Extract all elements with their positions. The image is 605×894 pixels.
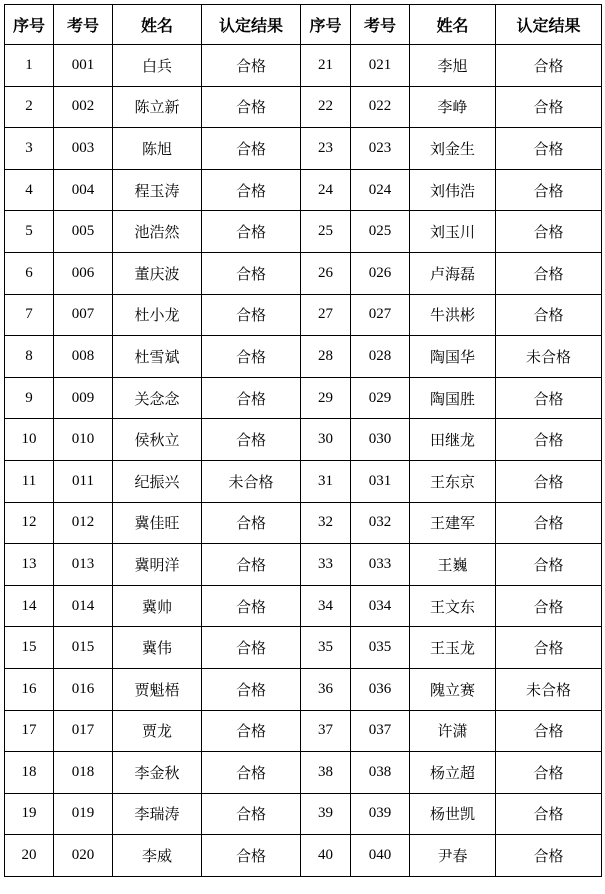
name-cell: 白兵 bbox=[113, 45, 202, 87]
seq-cell: 22 bbox=[301, 86, 351, 128]
table-row bbox=[5, 377, 602, 419]
exam-id-cell: 007 bbox=[54, 294, 113, 336]
exam-id-cell: 001 bbox=[54, 45, 113, 87]
seq-cell: 23 bbox=[301, 128, 351, 170]
seq-cell: 30 bbox=[301, 419, 351, 461]
exam-id-cell: 012 bbox=[54, 502, 113, 544]
table-row bbox=[5, 86, 602, 128]
exam-id-cell: 015 bbox=[54, 627, 113, 669]
seq-cell: 7 bbox=[5, 294, 54, 336]
header-exam-id: 考号 bbox=[54, 5, 113, 45]
exam-id-cell: 019 bbox=[54, 793, 113, 835]
table-row bbox=[5, 169, 602, 211]
result-cell: 合格 bbox=[202, 128, 301, 170]
name-cell: 董庆波 bbox=[113, 252, 202, 294]
name-cell: 杨立超 bbox=[410, 752, 496, 794]
name-cell: 贾魁梧 bbox=[113, 668, 202, 710]
result-cell: 合格 bbox=[496, 128, 602, 170]
header-result: 认定结果 bbox=[496, 5, 602, 45]
result-cell: 未合格 bbox=[496, 336, 602, 378]
name-cell: 陶国华 bbox=[410, 336, 496, 378]
exam-id-cell: 016 bbox=[54, 668, 113, 710]
result-cell: 未合格 bbox=[202, 460, 301, 502]
seq-cell: 33 bbox=[301, 544, 351, 586]
exam-id-cell: 036 bbox=[351, 668, 410, 710]
result-cell: 合格 bbox=[496, 835, 602, 877]
seq-cell: 31 bbox=[301, 460, 351, 502]
table-row bbox=[5, 128, 602, 170]
seq-cell: 36 bbox=[301, 668, 351, 710]
result-cell: 合格 bbox=[496, 419, 602, 461]
name-cell: 王东京 bbox=[410, 460, 496, 502]
result-cell: 合格 bbox=[202, 502, 301, 544]
name-cell: 刘玉川 bbox=[410, 211, 496, 253]
table-row bbox=[5, 502, 602, 544]
exam-id-cell: 008 bbox=[54, 336, 113, 378]
result-cell: 合格 bbox=[202, 86, 301, 128]
result-cell: 合格 bbox=[202, 752, 301, 794]
seq-cell: 17 bbox=[5, 710, 54, 752]
result-cell: 合格 bbox=[202, 211, 301, 253]
result-cell: 合格 bbox=[496, 752, 602, 794]
seq-cell: 5 bbox=[5, 211, 54, 253]
exam-id-cell: 039 bbox=[351, 793, 410, 835]
exam-id-cell: 024 bbox=[351, 169, 410, 211]
exam-id-cell: 017 bbox=[54, 710, 113, 752]
exam-id-cell: 040 bbox=[351, 835, 410, 877]
exam-id-cell: 035 bbox=[351, 627, 410, 669]
seq-cell: 19 bbox=[5, 793, 54, 835]
result-cell: 合格 bbox=[202, 710, 301, 752]
header-seq: 序号 bbox=[5, 5, 54, 45]
name-cell: 冀帅 bbox=[113, 585, 202, 627]
table-row bbox=[5, 252, 602, 294]
seq-cell: 2 bbox=[5, 86, 54, 128]
seq-cell: 12 bbox=[5, 502, 54, 544]
name-cell: 卢海磊 bbox=[410, 252, 496, 294]
result-cell: 合格 bbox=[202, 668, 301, 710]
result-cell: 合格 bbox=[496, 460, 602, 502]
result-cell: 合格 bbox=[496, 211, 602, 253]
header-result: 认定结果 bbox=[202, 5, 301, 45]
exam-id-cell: 033 bbox=[351, 544, 410, 586]
name-cell: 尹春 bbox=[410, 835, 496, 877]
seq-cell: 32 bbox=[301, 502, 351, 544]
seq-cell: 21 bbox=[301, 45, 351, 87]
name-cell: 田继龙 bbox=[410, 419, 496, 461]
exam-id-cell: 003 bbox=[54, 128, 113, 170]
name-cell: 陈立新 bbox=[113, 86, 202, 128]
exam-id-cell: 025 bbox=[351, 211, 410, 253]
seq-cell: 15 bbox=[5, 627, 54, 669]
table-row bbox=[5, 710, 602, 752]
result-cell: 合格 bbox=[496, 627, 602, 669]
seq-cell: 29 bbox=[301, 377, 351, 419]
exam-id-cell: 031 bbox=[351, 460, 410, 502]
result-cell: 合格 bbox=[496, 585, 602, 627]
seq-cell: 24 bbox=[301, 169, 351, 211]
result-cell: 合格 bbox=[496, 294, 602, 336]
seq-cell: 1 bbox=[5, 45, 54, 87]
result-cell: 合格 bbox=[202, 377, 301, 419]
name-cell: 李金秋 bbox=[113, 752, 202, 794]
seq-cell: 37 bbox=[301, 710, 351, 752]
exam-id-cell: 009 bbox=[54, 377, 113, 419]
name-cell: 刘金生 bbox=[410, 128, 496, 170]
seq-cell: 13 bbox=[5, 544, 54, 586]
seq-cell: 40 bbox=[301, 835, 351, 877]
result-cell: 合格 bbox=[202, 835, 301, 877]
exam-id-cell: 026 bbox=[351, 252, 410, 294]
seq-cell: 3 bbox=[5, 128, 54, 170]
name-cell: 冀佳旺 bbox=[113, 502, 202, 544]
seq-cell: 27 bbox=[301, 294, 351, 336]
name-cell: 陈旭 bbox=[113, 128, 202, 170]
exam-id-cell: 006 bbox=[54, 252, 113, 294]
name-cell: 池浩然 bbox=[113, 211, 202, 253]
name-cell: 纪振兴 bbox=[113, 460, 202, 502]
exam-id-cell: 021 bbox=[351, 45, 410, 87]
exam-id-cell: 005 bbox=[54, 211, 113, 253]
exam-id-cell: 027 bbox=[351, 294, 410, 336]
seq-cell: 10 bbox=[5, 419, 54, 461]
exam-id-cell: 018 bbox=[54, 752, 113, 794]
seq-cell: 16 bbox=[5, 668, 54, 710]
result-cell: 合格 bbox=[496, 252, 602, 294]
seq-cell: 8 bbox=[5, 336, 54, 378]
table-row bbox=[5, 835, 602, 877]
result-cell: 合格 bbox=[202, 585, 301, 627]
name-cell: 杨世凯 bbox=[410, 793, 496, 835]
seq-cell: 14 bbox=[5, 585, 54, 627]
name-cell: 冀伟 bbox=[113, 627, 202, 669]
seq-cell: 6 bbox=[5, 252, 54, 294]
result-cell: 合格 bbox=[202, 252, 301, 294]
exam-id-cell: 011 bbox=[54, 460, 113, 502]
name-cell: 李瑞涛 bbox=[113, 793, 202, 835]
table-row bbox=[5, 752, 602, 794]
exam-id-cell: 032 bbox=[351, 502, 410, 544]
table-row bbox=[5, 585, 602, 627]
result-cell: 未合格 bbox=[496, 668, 602, 710]
exam-id-cell: 014 bbox=[54, 585, 113, 627]
exam-id-cell: 038 bbox=[351, 752, 410, 794]
header-name: 姓名 bbox=[113, 5, 202, 45]
result-cell: 合格 bbox=[202, 793, 301, 835]
exam-id-cell: 034 bbox=[351, 585, 410, 627]
name-cell: 李威 bbox=[113, 835, 202, 877]
table-body bbox=[5, 45, 602, 877]
table-row bbox=[5, 668, 602, 710]
name-cell: 杜小龙 bbox=[113, 294, 202, 336]
result-cell: 合格 bbox=[496, 169, 602, 211]
table-row bbox=[5, 793, 602, 835]
result-cell: 合格 bbox=[202, 336, 301, 378]
seq-cell: 35 bbox=[301, 627, 351, 669]
seq-cell: 26 bbox=[301, 252, 351, 294]
exam-id-cell: 010 bbox=[54, 419, 113, 461]
name-cell: 李峥 bbox=[410, 86, 496, 128]
name-cell: 贾龙 bbox=[113, 710, 202, 752]
seq-cell: 34 bbox=[301, 585, 351, 627]
name-cell: 王文东 bbox=[410, 585, 496, 627]
result-cell: 合格 bbox=[202, 294, 301, 336]
seq-cell: 4 bbox=[5, 169, 54, 211]
name-cell: 隗立赛 bbox=[410, 668, 496, 710]
result-cell: 合格 bbox=[496, 544, 602, 586]
name-cell: 王玉龙 bbox=[410, 627, 496, 669]
name-cell: 许潇 bbox=[410, 710, 496, 752]
name-cell: 王巍 bbox=[410, 544, 496, 586]
name-cell: 牛洪彬 bbox=[410, 294, 496, 336]
seq-cell: 25 bbox=[301, 211, 351, 253]
header-row bbox=[5, 5, 602, 45]
seq-cell: 38 bbox=[301, 752, 351, 794]
result-cell: 合格 bbox=[202, 45, 301, 87]
name-cell: 刘伟浩 bbox=[410, 169, 496, 211]
exam-id-cell: 002 bbox=[54, 86, 113, 128]
results-table bbox=[4, 4, 602, 877]
result-cell: 合格 bbox=[202, 169, 301, 211]
name-cell: 关念念 bbox=[113, 377, 202, 419]
header-seq: 序号 bbox=[301, 5, 351, 45]
table-row bbox=[5, 211, 602, 253]
name-cell: 程玉涛 bbox=[113, 169, 202, 211]
table-row bbox=[5, 460, 602, 502]
exam-id-cell: 037 bbox=[351, 710, 410, 752]
name-cell: 李旭 bbox=[410, 45, 496, 87]
table-row bbox=[5, 336, 602, 378]
seq-cell: 18 bbox=[5, 752, 54, 794]
seq-cell: 28 bbox=[301, 336, 351, 378]
result-cell: 合格 bbox=[496, 710, 602, 752]
seq-cell: 20 bbox=[5, 835, 54, 877]
table-row bbox=[5, 627, 602, 669]
exam-id-cell: 028 bbox=[351, 336, 410, 378]
result-cell: 合格 bbox=[202, 627, 301, 669]
name-cell: 杜雪斌 bbox=[113, 336, 202, 378]
exam-id-cell: 020 bbox=[54, 835, 113, 877]
result-cell: 合格 bbox=[496, 793, 602, 835]
seq-cell: 9 bbox=[5, 377, 54, 419]
exam-id-cell: 022 bbox=[351, 86, 410, 128]
table-row bbox=[5, 294, 602, 336]
exam-id-cell: 004 bbox=[54, 169, 113, 211]
name-cell: 侯秋立 bbox=[113, 419, 202, 461]
result-cell: 合格 bbox=[202, 419, 301, 461]
result-cell: 合格 bbox=[496, 45, 602, 87]
seq-cell: 11 bbox=[5, 460, 54, 502]
seq-cell: 39 bbox=[301, 793, 351, 835]
result-cell: 合格 bbox=[496, 86, 602, 128]
header-name: 姓名 bbox=[410, 5, 496, 45]
exam-id-cell: 023 bbox=[351, 128, 410, 170]
header-exam-id: 考号 bbox=[351, 5, 410, 45]
result-cell: 合格 bbox=[202, 544, 301, 586]
exam-id-cell: 029 bbox=[351, 377, 410, 419]
name-cell: 陶国胜 bbox=[410, 377, 496, 419]
table-row bbox=[5, 419, 602, 461]
name-cell: 王建军 bbox=[410, 502, 496, 544]
name-cell: 冀明洋 bbox=[113, 544, 202, 586]
table-row bbox=[5, 45, 602, 87]
exam-id-cell: 030 bbox=[351, 419, 410, 461]
result-cell: 合格 bbox=[496, 377, 602, 419]
exam-id-cell: 013 bbox=[54, 544, 113, 586]
result-cell: 合格 bbox=[496, 502, 602, 544]
table-row bbox=[5, 544, 602, 586]
